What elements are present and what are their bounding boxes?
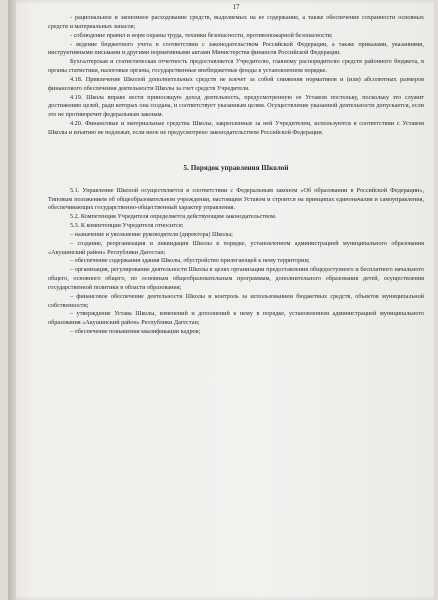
paragraph: 5.1. Управление Школой осуществляется в соответствии с Федеральным законом «Об образовании в Российской Федерации», Типовым положением об общеобразовательном учреждении, настоящим Уставом и строится на принципах единоначалия и самоуправления, обеспечивающих государственно-общественный характер управления. xyxy=(48,186,424,212)
paragraph: 4.20. Финансовые и материальные средства Школы, закрепленные за ней Учредителем, используются в соответствии с Уставом Школы и изъятию не подлежат, если иное не предусмотрено законодательством Российской Федерации. xyxy=(48,120,424,136)
paragraph: Бухгалтерская и статистическая отчетность предоставляется Учредителю, главному распорядителю средств районного бюджета, в органы статистики, налоговые органы, государственные внебюджетные фонды в установленном порядке. xyxy=(48,58,424,75)
paragraph: 5.3. К компетенции Учредителя относится: xyxy=(70,222,184,230)
page-number: 17 xyxy=(232,3,240,11)
page-content xyxy=(48,2,424,337)
paragraph: – утверждение Устава Школы, изменений и дополнений к нему в порядке, установленном администрацией муниципального образования «Акушинский район» Республики Дагестан; xyxy=(48,310,424,327)
section-paragraphs xyxy=(48,187,424,337)
paragraph: – создание, реорганизация и ликвидация Школы в порядке, установленном администрацией муниципального образования «Акушинский район» Республики Дагестан; xyxy=(48,239,424,256)
paragraph: 4.18. Привлечение Школой дополнительных средств не влечет за собой снижения нормативов и (или) абсолютных размеров финансового обеспечения деятельности Школы за счет средств Учредителя. xyxy=(48,75,424,92)
paragraph: - рациональное и экономное расходование средств, выделяемых на ее содержание, а также обеспечение сохранности основных средств и материальных запасов; xyxy=(48,14,424,30)
section-heading: 5. Порядок управления Школой xyxy=(183,163,289,172)
paragraph: – назначение и увольнение руководителя (директора) Школы; xyxy=(70,230,233,238)
paragraph: – организация, регулирование деятельности Школы в целях организации предоставления общедоступного и бесплатного начального общего, основного общего, по основным общеобразовательным программам, дополнительного образования детей, осуществления государственной политики в области образования; xyxy=(48,266,424,291)
paragraph: – обеспечение повышения квалификации кадров; xyxy=(70,328,201,336)
paragraph: – финансовое обеспечение деятельности Школы и контроль за использованием бюджетных средств, объектов муниципальной собственности; xyxy=(48,292,424,309)
top-paragraphs xyxy=(48,14,424,138)
page-edge-shadow xyxy=(8,0,16,600)
paragraph: - соблюдение правил и норм охраны труда, техники безопасности, противопожарной безопасности; xyxy=(70,31,333,39)
paragraph: 5.2. Компетенция Учредителя определяется действующим законодательством. xyxy=(70,213,277,221)
paragraph: - ведение бюджетного учета в соответствии с законодательством Российской Федерации, а также приказами, указаниями, инструктивными письмами и другими нормативными актами Министерства финансов Российской Федерации. xyxy=(48,40,424,57)
paragraph: 4.19. Школа вправе вести приносящую доход деятельность, предусмотренную ее Уставом постольку, поскольку это служит достижению целей, ради которых она создана, и соответствует указанным целям. Осуществление указанной деятельности допускается, если это не противоречит федеральным законам. xyxy=(48,93,424,119)
document-page xyxy=(8,0,434,600)
paragraph: – обеспечение содержания здания Школы, обустройство прилегающей к нему территории; xyxy=(70,257,310,265)
